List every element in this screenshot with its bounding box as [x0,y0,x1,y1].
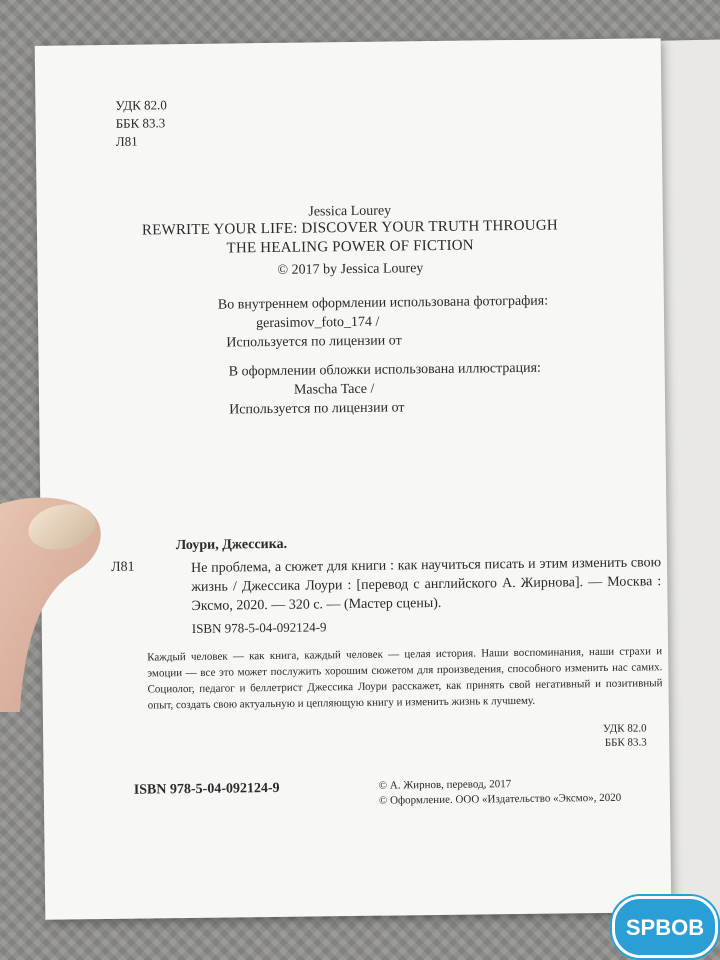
original-title-line1: REWRITE YOUR LIFE: DISCOVER YOUR TRUTH THROUGH [141,217,558,239]
udk-right-line1: УДК 82.0 [602,722,647,735]
copyright-translation: © А. Жирнов, перевод, 2017 [378,778,512,792]
illustration-credit-line2: Mascha Tace / [293,381,375,398]
copyright-design: © Оформление. ООО «Издательство «Эксмо», 2020 [378,791,622,807]
illustration-credit-line1: В оформлении обложки использована иллюстрация: [228,360,542,380]
photo-credit-line2: gerasimov_foto_174 / [256,314,380,332]
bibliography-description: Не проблема, а сюжет для книги : как научиться писать и этим изменить свою жизнь / Джессика Лоури : [перевод с английского А. Жирнова]. — Москва : Эксмо, 2020. — 320 с. — (Мастер сцены). [190,555,662,614]
book-page [35,38,672,920]
watermark-badge [612,896,718,958]
photo-credit-line3: Используется по лицензии от [226,333,402,351]
watermark-text: SPBOB [625,915,705,940]
author-mark-line: Л81 [115,133,138,149]
illustration-credit-line3: Используется по лицензии от [229,400,405,418]
watermark-text-graphic [619,909,711,945]
udk-right-block [603,721,647,750]
udk-block [115,96,167,151]
footer-copyrights [379,776,622,809]
original-copyright: © 2017 by Jessica Lourey [277,261,424,278]
photo-credit-line1: Во внутреннем оформлении использована фотография: [217,293,549,313]
bibliography-isbn: ISBN 978-5-04-092124-9 [191,619,327,636]
bibliography-code: Л81 [110,559,135,575]
udk-line: УДК 82.0 [115,97,167,113]
annotation-text: Каждый человек — как книга, каждый человек — целая история. Наши воспоминания, наши страхи и эмоции — все это может послужить хорошим сюжетом для произведения, способного изменить нас самих. Социолог, педагог и беллетрист Джессика Лоури расскажет, как принять свой негативный и позитивный опыт, создать свою актуальную и цепляющую книгу и изменить жизнь к лучшему. [147,645,663,712]
footer-isbn: ISBN 978-5-04-092124-9 [133,780,280,798]
original-title-line2: THE HEALING POWER OF FICTION [226,237,474,257]
thumb-holding-page [0,472,120,712]
bibliography-author: Лоури, Джессика. [175,536,288,554]
udk-right-line2: ББК 83.3 [604,736,647,749]
original-author: Jessica Lourey [308,203,392,220]
bbk-line: ББК 83.3 [115,115,166,131]
